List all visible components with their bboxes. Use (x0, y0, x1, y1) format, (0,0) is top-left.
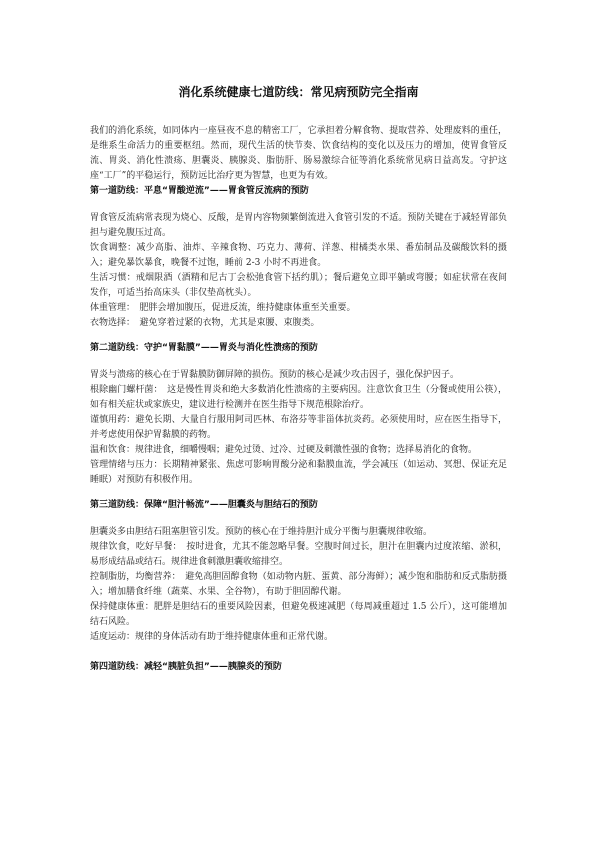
section-4-heading: 第四道防线：减轻“胰脏负担”——胰腺炎的预防 (90, 662, 282, 672)
section-2-item-hpylori: 根除幽门螺杆菌： 这是慢性胃炎和绝大多数消化性溃疡的主要病因。注意饮食卫生（分餐或使用公筷），如有相关症状或家族史，建议进行检测并在医生指导下规范根除治疗。 (90, 385, 507, 410)
section-2-item-stress: 管理情绪与压力：长期精神紧张、焦虑可影响胃酸分泌和黏膜血流，学会减压（如运动、冥想、保证充足睡眠）对预防有积极作用。 (90, 460, 507, 485)
section-3-item-weight: 保持健康体重：肥胖是胆结石的重要风险因素，但避免极速减肥（每周减重超过 1.5 公斤），这可能增加结石风险。 (90, 602, 507, 627)
section-2-item-medication: 谨慎用药：避免长期、大量自行服用阿司匹林、布洛芬等非甾体抗炎药。必须使用时，应在医生指导下，并考虑使用保护胃黏膜的药物。 (90, 415, 507, 440)
section-1-item-habits: 生活习惯：戒烟限酒（酒精和尼古丁会松弛食管下括约肌）；餐后避免立即平躺或弯腰；如症状常在夜间发作，可适当抬高床头（非仅垫高枕头）。 (90, 273, 507, 298)
section-3-heading: 第三道防线：保障“胆汁畅流”——胆囊炎与胆结石的预防 (90, 500, 318, 510)
section-3-item-breakfast: 规律饮食，吃好早餐： 按时进食，尤其不能忽略早餐。空腹时间过长，胆汁在胆囊内过度浓缩、淤积，易形成结晶或结石。规律进食刺激胆囊收缩排空。 (90, 542, 507, 567)
section-3-item-fat: 控制脂肪，均衡营养： 避免高胆固醇食物（如动物内脏、蛋黄、部分海鲜）；减少饱和脂肪和反式脂肪摄入；增加膳食纤维（蔬菜、水果、全谷物），有助于胆固醇代谢。 (90, 572, 507, 597)
section-1-item-clothing: 衣物选择： 避免穿着过紧的衣物，尤其是束腰、束腹类。 (90, 318, 320, 328)
section-2-item-diet: 温和饮食：规律进食，细嚼慢咽；避免过烫、过冷、过硬及刺激性强的食物；选择易消化的食物。 (90, 445, 478, 455)
intro-paragraph: 我们的消化系统，如同体内一座昼夜不息的精密工厂，它承担着分解食物、提取营养、处理废料的重任，是维系生命活力的重要枢纽。然而，现代生活的快节奏、饮食结构的变化以及压力的增加，使胃食管反流、胃炎、消化性溃疡、胆囊炎、胰腺炎、脂肪肝、肠易激综合征等消化系统常见病日益高发。守护这座“工厂”的平稳运行，预防远比治疗更为智慧，也更为有效。 (90, 126, 507, 181)
section-1-item-weight: 体重管理： 肥胖会增加腹压，促进反流，维持健康体重至关重要。 (90, 303, 356, 313)
section-2-lead: 胃炎与溃疡的核心在于胃黏膜防御屏障的损伤。预防的核心是减少攻击因子，强化保护因子。 (90, 370, 460, 380)
section-2-heading: 第二道防线：守护“胃黏膜”——胃炎与消化性溃疡的预防 (90, 343, 318, 353)
section-1-lead: 胃食管反流病常表现为烧心、反酸，是胃内容物频繁倒流进入食管引发的不适。预防关键在于减轻胃部负担与避免腹压过高。 (90, 213, 507, 238)
section-3-lead: 胆囊炎多由胆结石阻塞胆管引发。预防的核心在于维持胆汁成分平衡与胆囊规律收缩。 (90, 527, 433, 537)
section-3-item-exercise: 适度运动：规律的身体活动有助于维持健康体重和正常代谢。 (90, 632, 334, 642)
section-1-heading: 第一道防线：平息“胃酸逆流”——胃食管反流病的预防 (90, 186, 309, 196)
document-title: 消化系统健康七道防线：常见病预防完全指南 (178, 85, 419, 99)
section-1-item-diet: 饮食调整：减少高脂、油炸、辛辣食物、巧克力、薄荷、洋葱、柑橘类水果、番茄制品及碳酸饮料的摄入；避免暴饮暴食，晚餐不过饱，睡前 2-3 小时不再进食。 (90, 243, 507, 268)
